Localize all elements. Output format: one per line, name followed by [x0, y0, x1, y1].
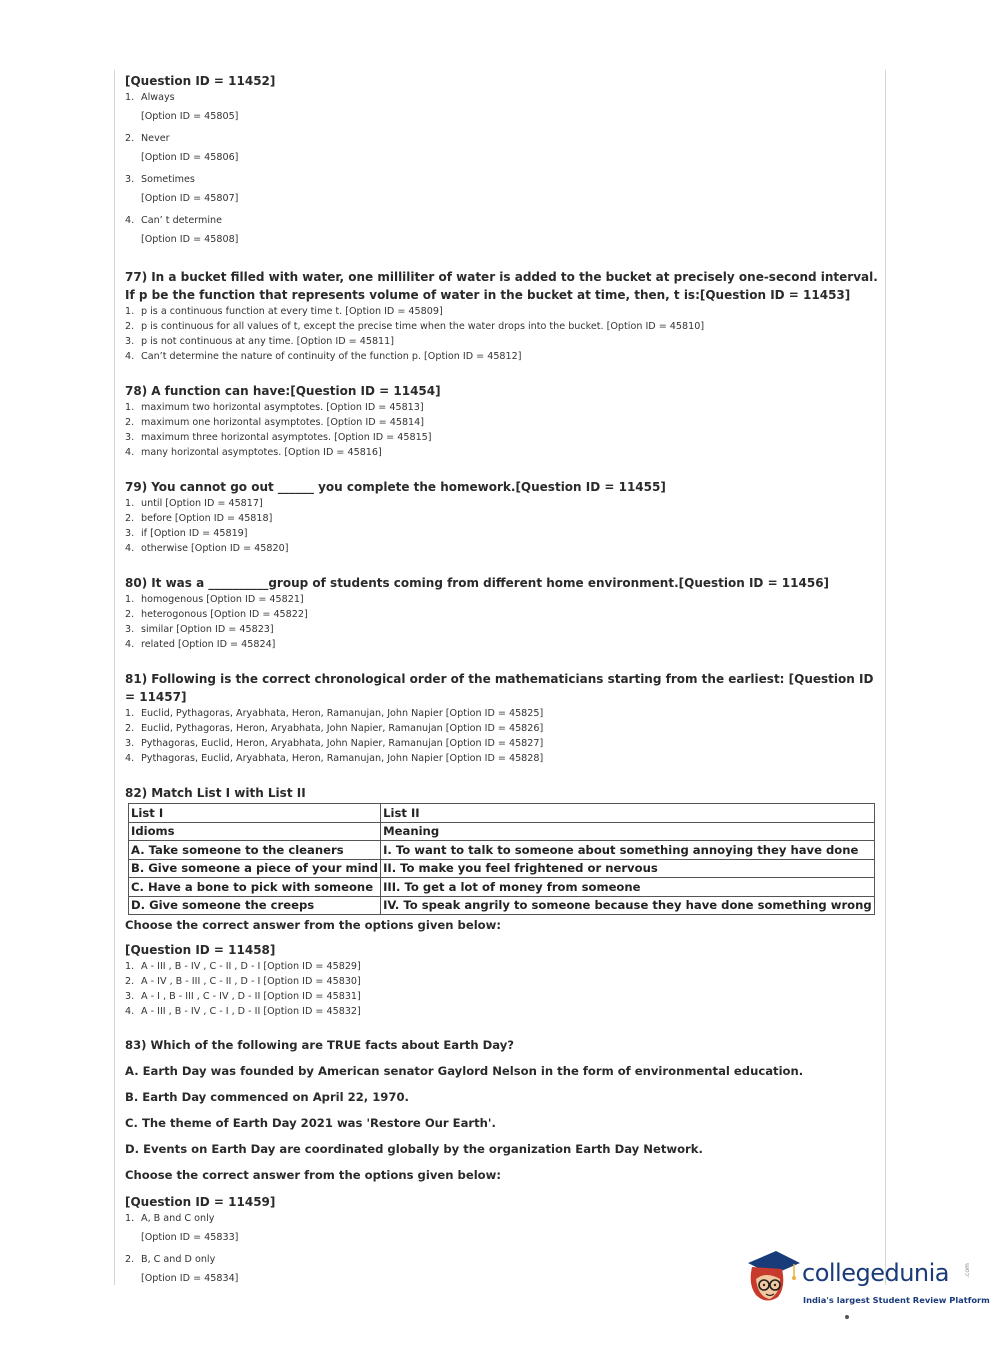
option-id: [Option ID = 45833]	[141, 1232, 239, 1243]
option-list	[125, 959, 880, 1019]
option-text: homogenous [Option ID = 45821]	[141, 594, 304, 605]
question-number: 78)	[125, 384, 148, 398]
option-item	[125, 131, 880, 146]
option-text: related [Option ID = 45824]	[141, 639, 276, 650]
option-text: many horizontal asymptotes. [Option ID = 45816]	[141, 447, 382, 458]
option-text: Euclid, Pythagoras, Heron, Aryabhata, John Napier, Ramanujan [Option ID = 45826]	[141, 723, 544, 734]
option-item	[125, 334, 880, 349]
option-item	[125, 1004, 880, 1019]
option-text: Pythagoras, Euclid, Aryabhata, Heron, Ramanujan, John Napier [Option ID = 45828]	[141, 753, 544, 764]
brand-suffix: .com	[963, 1263, 971, 1278]
question-body: You cannot go out ______ you complete the homework.[Question ID = 11455]	[151, 480, 666, 494]
option-list	[125, 496, 880, 556]
question-83	[125, 1037, 880, 1285]
question-body: It was a __________group of students coming from different home environment.[Question ID = 11456]	[151, 576, 830, 590]
option-text: before [Option ID = 45818]	[141, 513, 273, 524]
question-text	[125, 784, 880, 802]
option-text: maximum three horizontal asymptotes. [Option ID = 45815]	[141, 432, 432, 443]
question-text	[125, 574, 880, 592]
option-text: maximum two horizontal asymptotes. [Option ID = 45813]	[141, 402, 424, 413]
question-id: [Question ID = 11458]	[125, 943, 276, 957]
page-dot	[845, 1315, 849, 1319]
table-cell: List I	[129, 804, 381, 823]
option-item	[125, 172, 880, 187]
question-body: Following is the correct chronological order of the mathematicians starting from the earliest: [Question ID = 11457]	[125, 672, 874, 704]
option-item	[125, 637, 880, 652]
option-text: heterogonous [Option ID = 45822]	[141, 609, 308, 620]
option-number: 1.	[125, 961, 135, 972]
option-text: Can’ t determine	[141, 215, 222, 226]
question-body: In a bucket filled with water, one milliliter of water is added to the bucket at precisely one-second interval. If p be the function that represents volume of water in the bucket at time, then, t is:[Question ID = 11453]	[125, 270, 878, 302]
question-id: [Question ID = 11459]	[125, 1195, 276, 1209]
option-item	[125, 496, 880, 511]
question-body: Match List I with List II	[151, 786, 306, 800]
option-item	[125, 959, 880, 974]
option-id: [Option ID = 45807]	[141, 193, 239, 204]
option-id: [Option ID = 45808]	[141, 234, 239, 245]
option-list	[125, 400, 880, 460]
option-number: 3.	[125, 738, 135, 749]
option-item	[125, 751, 880, 766]
option-number: 1.	[125, 306, 135, 317]
option-item	[125, 304, 880, 319]
option-id: [Option ID = 45834]	[141, 1273, 239, 1284]
option-number: 3.	[125, 991, 135, 1002]
table-cell: II. To make you feel frightened or nervous	[381, 859, 875, 878]
option-list	[125, 592, 880, 652]
question-text	[125, 478, 880, 496]
question-number: 82)	[125, 786, 148, 800]
option-item	[125, 400, 880, 415]
option-text: p is a continuous function at every time t. [Option ID = 45809]	[141, 306, 443, 317]
option-text: if [Option ID = 45819]	[141, 528, 248, 539]
option-item	[125, 430, 880, 445]
question-text	[125, 268, 880, 304]
table-cell: D. Give someone the creeps	[129, 896, 381, 915]
page-border-left	[114, 70, 115, 1285]
mascot-icon	[742, 1249, 800, 1311]
question-number: 81)	[125, 672, 148, 686]
table-cell: C. Have a bone to pick with someone	[129, 878, 381, 897]
option-list	[125, 90, 880, 246]
option-item	[125, 721, 880, 736]
table-row	[129, 822, 875, 841]
option-item	[125, 607, 880, 622]
option-number: 1.	[125, 92, 135, 103]
option-number: 3.	[125, 432, 135, 443]
instruction-text: Choose the correct answer from the options given below:	[125, 1168, 501, 1182]
option-item	[125, 541, 880, 556]
table-row	[129, 804, 875, 823]
match-table	[128, 803, 875, 915]
option-number: 4.	[125, 753, 135, 764]
page-border-right	[885, 70, 886, 1285]
table-cell: Meaning	[381, 822, 875, 841]
option-number: 1.	[125, 708, 135, 719]
option-number: 2.	[125, 133, 135, 144]
option-item	[125, 90, 880, 105]
option-number: 4.	[125, 351, 135, 362]
option-number: 2.	[125, 723, 135, 734]
question-id: [Question ID = 11452]	[125, 74, 276, 88]
option-text: otherwise [Option ID = 45820]	[141, 543, 289, 554]
collegedunia-logo	[742, 1249, 990, 1311]
statement: D. Events on Earth Day are coordinated globally by the organization Earth Day Network.	[125, 1142, 703, 1156]
table-row	[129, 878, 875, 897]
option-text: B, C and D only	[141, 1254, 216, 1265]
option-text: A, B and C only	[141, 1213, 215, 1224]
question-text	[125, 382, 880, 400]
option-number: 1.	[125, 498, 135, 509]
option-item	[125, 736, 880, 751]
option-item	[125, 1211, 880, 1226]
question-body: Which of the following are TRUE facts about Earth Day?	[150, 1038, 515, 1052]
option-id: [Option ID = 45806]	[141, 152, 239, 163]
option-item	[125, 592, 880, 607]
question-79	[125, 478, 880, 556]
question-78	[125, 382, 880, 460]
option-text: Pythagoras, Euclid, Heron, Aryabhata, John Napier, Ramanujan [Option ID = 45827]	[141, 738, 544, 749]
table-cell: Idioms	[129, 822, 381, 841]
option-id: [Option ID = 45805]	[141, 111, 239, 122]
option-number: 2.	[125, 976, 135, 987]
option-text: A - IV , B - III , C - II , D - I [Option ID = 45830]	[141, 976, 361, 987]
table-cell: III. To get a lot of money from someone	[381, 878, 875, 897]
option-number: 4.	[125, 215, 135, 226]
option-text: similar [Option ID = 45823]	[141, 624, 274, 635]
question-76-tail	[125, 72, 880, 246]
option-number: 1.	[125, 402, 135, 413]
table-cell: I. To want to talk to someone about something annoying they have done	[381, 841, 875, 860]
option-number: 3.	[125, 624, 135, 635]
option-item	[125, 213, 880, 228]
option-text: p is continuous for all values of t, except the precise time when the water drops into the bucket. [Option ID = 45810]	[141, 321, 705, 332]
option-text: maximum one horizontal asymptotes. [Option ID = 45814]	[141, 417, 425, 428]
question-80	[125, 574, 880, 652]
option-item	[125, 974, 880, 989]
brand-name: collegedunia	[802, 1259, 950, 1287]
option-item	[125, 706, 880, 721]
option-number: 3.	[125, 336, 135, 347]
option-item	[125, 349, 880, 364]
brand-tagline: India's largest Student Review Platform	[803, 1295, 990, 1305]
question-number: 77)	[125, 270, 148, 284]
option-list	[125, 706, 880, 766]
instruction-text: Choose the correct answer from the options given below:	[125, 918, 501, 932]
statement: A. Earth Day was founded by American senator Gaylord Nelson in the form of environmental education.	[125, 1064, 804, 1078]
table-cell: List II	[381, 804, 875, 823]
option-number: 1.	[125, 594, 135, 605]
option-number: 2.	[125, 1254, 135, 1265]
option-text: p is not continuous at any time. [Option ID = 45811]	[141, 336, 395, 347]
option-number: 2.	[125, 609, 135, 620]
question-77	[125, 268, 880, 364]
option-item	[125, 511, 880, 526]
question-text	[125, 1037, 880, 1053]
question-81	[125, 670, 880, 766]
option-item	[125, 526, 880, 541]
option-item	[125, 989, 880, 1004]
table-cell: A. Take someone to the cleaners	[129, 841, 381, 860]
option-text: A - III , B - IV , C - I , D - II [Option ID = 45832]	[141, 1006, 361, 1017]
question-number: 83)	[125, 1038, 147, 1052]
statement: C. The theme of Earth Day 2021 was 'Restore Our Earth'.	[125, 1116, 496, 1130]
table-row	[129, 841, 875, 860]
option-item	[125, 622, 880, 637]
option-text: Never	[141, 133, 170, 144]
option-number: 3.	[125, 528, 135, 539]
option-text: Always	[141, 92, 175, 103]
statement: B. Earth Day commenced on April 22, 1970.	[125, 1090, 409, 1104]
table-row	[129, 859, 875, 878]
option-number: 2.	[125, 513, 135, 524]
question-82	[125, 784, 880, 1019]
option-text: until [Option ID = 45817]	[141, 498, 263, 509]
option-number: 2.	[125, 321, 135, 332]
question-text	[125, 670, 880, 706]
option-item	[125, 415, 880, 430]
question-body: A function can have:[Question ID = 11454]	[151, 384, 441, 398]
option-text: Can’t determine the nature of continuity of the function p. [Option ID = 45812]	[141, 351, 522, 362]
option-number: 4.	[125, 543, 135, 554]
option-text: Sometimes	[141, 174, 195, 185]
option-number: 2.	[125, 417, 135, 428]
table-cell: B. Give someone a piece of your mind	[129, 859, 381, 878]
option-number: 4.	[125, 639, 135, 650]
option-item	[125, 319, 880, 334]
option-text: A - I , B - III , C - IV , D - II [Option ID = 45831]	[141, 991, 361, 1002]
option-number: 3.	[125, 174, 135, 185]
table-row	[129, 896, 875, 915]
question-number: 79)	[125, 480, 148, 494]
option-text: A - III , B - IV , C - II , D - I [Option ID = 45829]	[141, 961, 361, 972]
option-list	[125, 304, 880, 364]
option-item	[125, 445, 880, 460]
question-paper	[125, 72, 880, 1303]
option-number: 4.	[125, 447, 135, 458]
question-number: 80)	[125, 576, 148, 590]
option-text: Euclid, Pythagoras, Aryabhata, Heron, Ramanujan, John Napier [Option ID = 45825]	[141, 708, 544, 719]
table-cell: IV. To speak angrily to someone because they have done something wrong	[381, 896, 875, 915]
option-number: 1.	[125, 1213, 135, 1224]
option-number: 4.	[125, 1006, 135, 1017]
